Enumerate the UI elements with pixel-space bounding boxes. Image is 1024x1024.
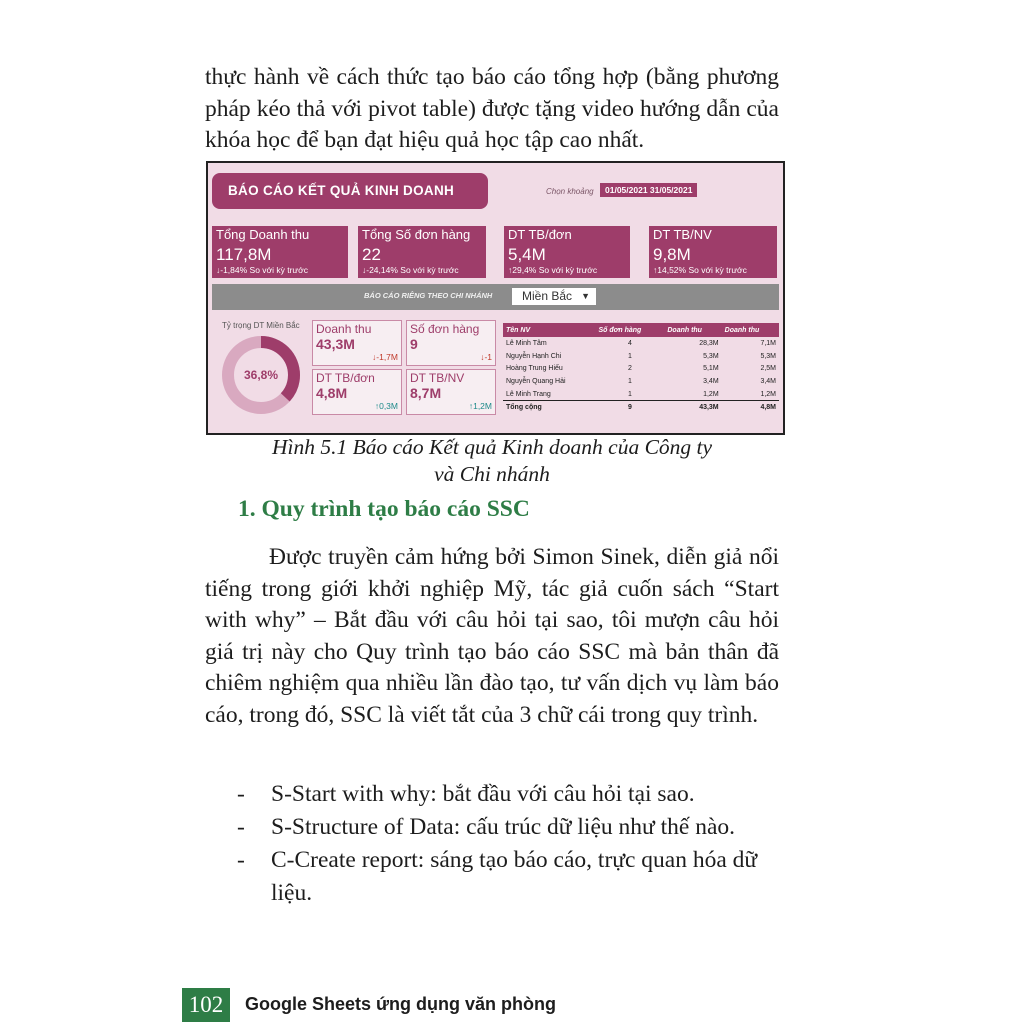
kpi-label: DT TB/đơn [508,227,572,242]
table-cell: 1 [627,377,632,385]
table-row [503,350,779,363]
table-cell: Nguyễn Hạnh Chi [506,352,562,360]
date-range-label: Chọn khoảng [546,187,594,196]
mini-value: 4,8M [316,385,348,401]
bullet-item [205,844,779,910]
table-cell: 3,4M [760,377,776,385]
dashboard-title: BÁO CÁO KẾT QUẢ KINH DOANH [212,173,488,209]
mini-card-revenue-per-order [312,369,402,415]
table-cell: 43,3M [664,401,721,414]
table-header: Doanh thu [722,323,779,337]
table-cell: 1 [627,352,632,360]
section-heading: 1. Quy trình tạo báo cáo SSC [238,496,530,522]
kpi-value: 117,8M [216,245,272,264]
bullet-text: C-Create report: sáng tạo báo cáo, trực quan hóa dữ liệu. [271,847,758,906]
table-cell: 7,1M [760,339,776,347]
table-row [503,388,779,401]
mini-card-revenue-per-employee [406,369,496,415]
table-cell: 4 [627,339,632,347]
table-cell: 28,3M [699,339,719,347]
figure-caption [205,434,779,488]
mini-delta: ↓-1,7M [372,352,398,362]
table-total-row [503,401,779,414]
donut-value: 36,8% [243,368,279,382]
bullet-marker: - [237,781,245,807]
kpi-card-total-revenue [212,226,348,278]
mini-delta: ↑1,2M [468,401,492,411]
branch-select-value: Miền Bắc [522,289,573,303]
table-cell: 1 [627,390,632,398]
table-cell: 2,5M [760,365,776,373]
table-row [503,362,779,375]
kpi-card-total-orders [358,226,486,278]
intro-paragraph: thực hành về cách thức tạo báo cáo tổng hợp (bằng phương pháp kéo thả với pivot table) được tặng video hướng dẫn của khóa học để bạn đạt hiệu quả học tập cao nhất. [205,64,779,153]
bullet-item [205,778,779,811]
table-cell: 5,3M [760,352,776,360]
mini-label: DT TB/đơn [316,371,375,385]
table-row [503,375,779,388]
kpi-delta: ↑29,4% So với kỳ trước [508,265,598,275]
kpi-card-revenue-per-employee [649,226,777,278]
kpi-value: 9,8M [653,245,691,264]
kpi-delta: ↓-24,14% So với kỳ trước [362,265,459,275]
mini-label: Doanh thu [316,322,372,336]
kpi-label: Tổng Số đơn hàng [362,227,471,242]
table-cell: 3,4M [703,377,719,385]
body-text: Được truyền cảm hứng bởi Simon Sinek, diễn giả nổi tiếng trong giới khởi nghiệp Mỹ, tác giả cuốn sách “Start with why” – Bắt đầu với câu hỏi tại sao, tôi mượn câu hỏi giá trị này cho Quy trình tạo báo cáo SSC mà bản thân đã chiêm nghiệm qua nhiều lần đào tạo, tư vấn dịch vụ làm báo cáo, trong đó, SSC là viết tắt của 3 chữ cái trong quy trình. [205,544,779,728]
kpi-label: DT TB/NV [653,227,712,242]
body-paragraph [205,542,779,731]
mini-card-orders [406,320,496,366]
kpi-delta: ↓-1,84% So với kỳ trước [216,265,308,275]
table-header: Doanh thu [664,323,721,337]
kpi-card-revenue-per-order [504,226,630,278]
employee-table [503,323,779,414]
kpi-value: 22 [362,245,381,264]
kpi-value: 5,4M [508,245,546,264]
branch-filter-bar [212,284,779,310]
mini-value: 8,7M [410,385,442,401]
table-cell: 5,1M [703,365,719,373]
figure-caption-line1: Hình 5.1 Báo cáo Kết quả Kinh doanh của Công ty [271,435,713,459]
mini-delta: ↓-1 [480,352,492,362]
table-header: Số đơn hàng [595,323,664,337]
mini-label: DT TB/NV [410,371,465,385]
bullet-text: S-Structure of Data: cấu trúc dữ liệu như thế nào. [271,814,735,840]
table-cell: Lê Minh Trang [506,390,551,398]
dashboard-figure [206,161,785,435]
mini-value: 43,3M [316,336,355,352]
figure-caption-line2: và Chi nhánh [434,462,550,486]
page-number: 102 [182,988,230,1022]
table-cell: Nguyễn Quang Hải [506,377,566,385]
chevron-down-icon: ▼ [581,291,590,301]
bullet-list [205,778,779,910]
table-cell: Lê Minh Tâm [506,339,547,347]
mini-value: 9 [410,336,418,352]
book-title: Google Sheets ứng dụng văn phòng [245,994,557,1014]
table-cell: Tổng cộng [503,401,595,414]
branch-filter-label: BÁO CÁO RIÊNG THEO CHI NHÁNH [364,291,493,300]
bullet-text: S-Start with why: bắt đầu với câu hỏi tại sao. [271,781,695,807]
kpi-label: Tổng Doanh thu [216,227,310,242]
mini-card-revenue [312,320,402,366]
mini-label: Số đơn hàng [410,322,480,336]
donut-chart [220,334,302,416]
table-header: Tên NV [503,323,595,337]
table-cell: 2 [627,365,632,373]
table-cell: 1,2M [703,390,719,398]
date-range-value: 01/05/2021 31/05/2021 [600,183,697,197]
table-cell: 5,3M [703,352,719,360]
table-cell: 1,2M [760,390,776,398]
bullet-marker: - [237,847,245,873]
table-cell: 9 [595,401,664,414]
bullet-item [205,811,779,844]
table-row [503,337,779,350]
kpi-delta: ↑14,52% So với kỳ trước [653,265,747,275]
donut-label: Tỷ trọng DT Miền Bắc [222,321,300,330]
table-cell: 4,8M [722,401,779,414]
table-header-row [503,323,779,337]
bullet-marker: - [237,814,245,840]
mini-delta: ↑0,3M [374,401,398,411]
branch-select[interactable] [512,288,596,305]
table-cell: Hoàng Trung Hiếu [506,365,563,373]
